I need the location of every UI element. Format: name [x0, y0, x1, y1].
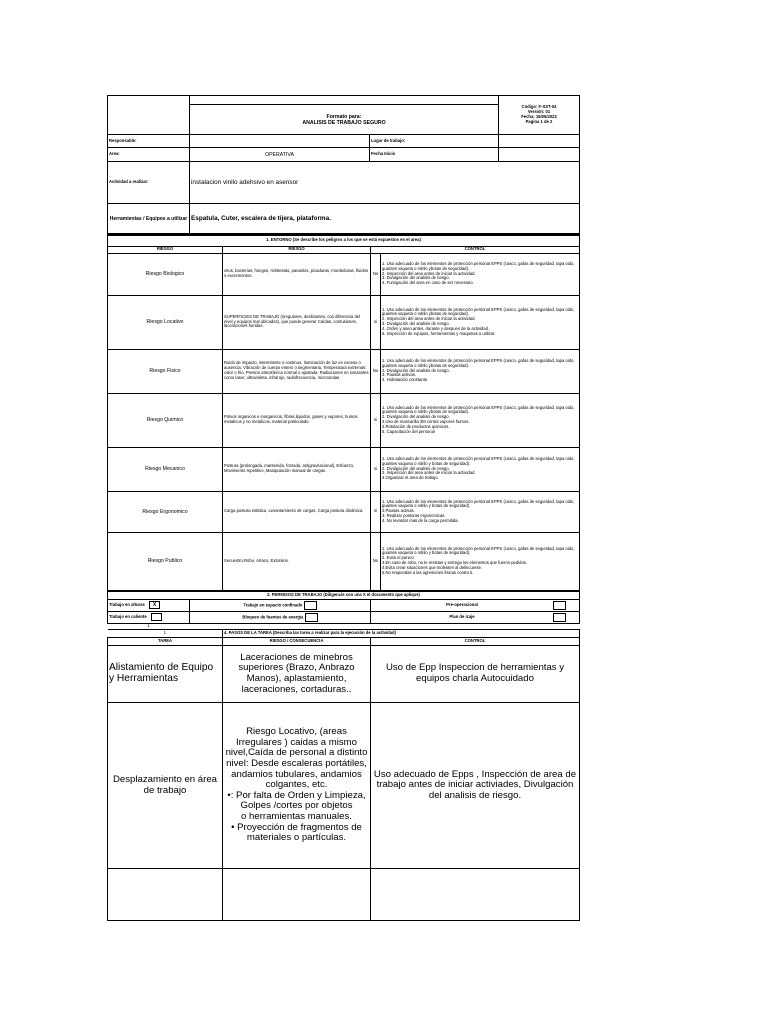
risk-desc: virus, bacterias, hongos, rickttesias, parasitos, picaduras, mordeduras, fluidos o excrementos. — [223, 253, 371, 295]
risk-name: Riesgo Biologico — [108, 253, 223, 295]
section2-title: 2. PERMISOS DE TRABAJO (Diligencie con una X el documento que aplique) — [108, 591, 580, 599]
risk-controls: 1. Uso adecuado de los elementos de protección personal EPPS (casco, gafas de seguridad, tapa oido, guantes vaqueta o nitrilo y botas de seguridad). 2. Divulgación del analisis de riesgo. 3. Inspección del area antes de iniciar la actividad. 4.Organizar el area de trabajo. — [381, 447, 580, 491]
risk-row — [108, 393, 580, 447]
risk-name: Riesgo Publico — [108, 532, 223, 590]
risk-flag[interactable]: No — [371, 532, 381, 590]
fecha-field[interactable] — [499, 148, 580, 162]
risk-controls: 1. Uso adecuado de los elementos de protección personal EPPS (casco, gafas de seguridad, tapa oido, guantes vaqueta o nitrilo ybotas de seguridad). 2. Divulgación del analisis de riesgo. 3.Uso de mascarilla 3M contra vapores humos. 4.Rotulación de productos quimicos. 5. Capacitación del personal — [381, 393, 580, 447]
risk-row — [108, 447, 580, 491]
permit-alturas: Trabajo en alturas X — [108, 599, 190, 611]
permit-izaje: Plan de izaje — [371, 611, 580, 623]
task-row — [108, 869, 580, 921]
section4-title: 4. PASOS DE LA TAREA (Describa las tarea a realizar para la ejecución de la actividad) — [223, 630, 580, 638]
row-marker: 1 — [147, 623, 150, 628]
col-riesgo: RIESGO — [108, 246, 223, 253]
task-name[interactable] — [108, 869, 223, 921]
risk-desc: Polvos organicos e inorganicos, fibras,liquidos, gases y vapores, humos metalicos y no metalicos, material particulado. — [223, 393, 371, 447]
header-table — [107, 92, 580, 234]
lugar-field[interactable] — [499, 135, 580, 148]
task-row — [108, 646, 580, 703]
row-marker: 1 — [108, 630, 223, 638]
permit-caliente-checkbox[interactable] — [151, 613, 162, 621]
section1-title: 1. ENTORNO (Se describe los peligros a los que se está expuestos en el area) — [108, 235, 580, 246]
doc-code-block — [499, 96, 580, 135]
task-risk: Laceraciones de minebros superiores (Brazo, Anbrazo Manos), aplastamiento, laceraciones, cortaduras.. — [223, 646, 371, 703]
permit-preoperacional-checkbox[interactable] — [553, 601, 566, 610]
risk-flag[interactable]: si — [371, 295, 381, 349]
responsable-label: Responsable: — [108, 135, 190, 148]
risk-controls: 1. Uso adecuado de los elementos de protección personal EPPS (casco, gafas de seguridad, tapa oido, guantes vaqueta o nitrilo ybotas de seguridad). 2. Divulgación del analisis de riesgo. 3. Pausas activas. 4. Hidratación constante. — [381, 349, 580, 393]
risk-row — [108, 349, 580, 393]
risk-name: Riesgo Mecanico — [108, 447, 223, 491]
risk-flag[interactable]: si — [371, 393, 381, 447]
permit-confinado: Trabajo en espacio confinado — [190, 599, 371, 611]
risk-row — [108, 295, 580, 349]
task-row — [108, 703, 580, 869]
area-field[interactable]: OPERATIVA — [190, 148, 370, 162]
col-riesgo-desc: RIESGO — [223, 246, 371, 253]
risk-desc: SUPERFICIES DE TRABAJO (irregulares, deslizantes, con diferencia del nivel y equipos mal ubicados), que puede generar Caídas, contusiones, laceraciones heridas. — [223, 295, 371, 349]
task-control: Uso de Epp Inspeccion de herramientas y equipos charla Autocuidado — [371, 646, 580, 703]
col-tarea: TAREA — [108, 638, 223, 646]
permit-preoperacional: Pre-operacional — [371, 599, 580, 611]
risk-controls: 1. Uso adecuado de los elementos de protección personal EPPS (casco, gafas de seguridad, tapa oido, guantes vaqueta o nitrilo ybotas de seguridad). 2. Inspección del area antes de iniciar la actividad. 3. Divulgación del analisis de riesgo. 4. Fumigación del area en caso de ser necesario. — [381, 253, 580, 295]
risk-row — [108, 253, 580, 295]
col-control: CONTROL — [371, 246, 580, 253]
ats-form — [107, 92, 579, 921]
risk-flag[interactable]: si — [371, 491, 381, 532]
permit-bloqueo-checkbox[interactable] — [305, 613, 318, 622]
pasos-table — [107, 629, 580, 921]
permisos-table — [107, 591, 580, 630]
doc-version: Versión: 01 — [527, 109, 551, 115]
area-label: Area: — [108, 148, 190, 162]
task-control: Uso adecuado de Epps , Inspección de area de trabajo antes de iniciar activiades, Divulgación del analisis de riesgo. — [371, 703, 580, 869]
risk-desc: Carga postura estática, Levantamiento de cargas, Carga postura dinámica. — [223, 491, 371, 532]
risk-flag[interactable]: No — [371, 253, 381, 295]
herramientas-field[interactable]: Espatula, Cuter, escalera de tijera, plataforma. — [190, 204, 580, 234]
col-riesgo-consecuencia: RIESGO / CONSECUENCIA — [223, 638, 371, 646]
task-name: Alistamiento de Equipo y Herramientas — [108, 646, 223, 703]
lugar-label: Lugar de trabajo: — [370, 135, 499, 148]
risk-name: Riesgo Locativo — [108, 295, 223, 349]
risk-desc: Postura (prolongada, mantenida, forzada, antigravitacional), Esfuerzo, Movimiento repetitivo, Manipulación manual de cargas. — [223, 447, 371, 491]
risk-name: Riesgo Fisico — [108, 349, 223, 393]
permit-caliente: Trabajo en caliente — [108, 611, 190, 623]
logo-cell — [108, 96, 190, 135]
risk-row — [108, 532, 580, 590]
risk-flag[interactable]: si — [371, 447, 381, 491]
risk-name: Riesgo Quimico — [108, 393, 223, 447]
task-control[interactable] — [371, 869, 580, 921]
risk-row — [108, 491, 580, 532]
risk-name: Riesgo Ergonomico — [108, 491, 223, 532]
herramientas-label: Herramientas / Equipos a utilizar — [108, 204, 190, 234]
permit-alturas-checkbox[interactable]: X — [149, 601, 160, 609]
risk-desc: Secuestro,Robo, Atraco, Extorsion. — [223, 532, 371, 590]
doc-date: Fecha: 15/05/2022 — [521, 114, 557, 119]
risk-flag[interactable]: No — [371, 349, 381, 393]
task-risk[interactable] — [223, 869, 371, 921]
task-name: Desplazamiento en área de trabajo — [108, 703, 223, 869]
col-control-pasos: CONTROL — [371, 638, 580, 646]
entorno-table — [107, 234, 580, 591]
actividad-field[interactable]: instalacion vinilo adehsivo en asensor — [190, 162, 580, 204]
risk-desc: Ruido de impacto, intermitente o continuo, Iluminación de luz en exceso o ausencia, Vibración de cuerpo entero o segmentaria, Temperatura extremas: calor o frio, Presion atmosferica normal o ajustada, Radiaciones no ionizantes como laser, ultravioleta, infrarojo, radiofrecuencia, microondas. — [223, 349, 371, 393]
fecha-label: Fecha Inicio — [370, 148, 499, 162]
doc-code: Codigo: F-SST-04 — [521, 104, 557, 110]
risk-controls: 1. Uso adecuado de los elementos de protección personal EPPS (casco, gafas de seguridad, tapa oido, guantes vaqueta o nitrilo ybotas de seguridad). 2. Inspección del area antes de iniciar la actividad. 3. Divulgación del analisis de riesgo. 4. Orden y aseo,antes, durante y despues de la actividad. 5. Inspección de equipos, herramientas y maquinas a utilizar. — [381, 295, 580, 349]
doc-page: Pagina 1 de 2 — [525, 118, 553, 124]
task-risk: Riesgo Locativo, (areas Irregulares ) caidas a mismo nivel,Caída de personal a distinto nivel: Desde escaleras portátiles, andamios tubulares, andamios colgantes, etc. •: Por falta de Orden y Limpieza, Golpes /cortes por objetos o herramientas manuales. • Proyección de fragmentos de materiales o partículas. — [223, 703, 371, 869]
risk-controls: 1. Uso adecuado de los elementos de protección personal EPPS (casco, gafas de seguridad, tapa oido, guantes vaqueta o nitrilo y botas de seguridad). 2. Evita el panico 3.En caso de robo, no te resistas y entrega los elementos que fueron pedidos. 4.Evita crear situaciones que molesten al delincuente. 5.No respondas a las agresiones fisicas contra ti. — [381, 532, 580, 590]
permit-confinado-checkbox[interactable] — [304, 601, 317, 610]
actividad-label: Actividad a realizar: — [108, 162, 190, 204]
responsable-field[interactable] — [190, 135, 370, 148]
permit-bloqueo: Bloqueo de fuentes de energia — [190, 611, 371, 623]
risk-controls: 1. Uso adecuado de los elementos de protección personal EPPS (casco, gafas de seguridad, tapa oido, guantes vaqueta o nitrilo y botas de seguridad). 2.Pausas activas. 3. Realizar posturas ergonomicas. 4. No levantar mas de la carga permitida. — [381, 491, 580, 532]
form-title: Formato para: ANALISIS DE TRABAJO SEGURO — [190, 105, 499, 135]
permit-izaje-checkbox[interactable] — [553, 613, 566, 622]
